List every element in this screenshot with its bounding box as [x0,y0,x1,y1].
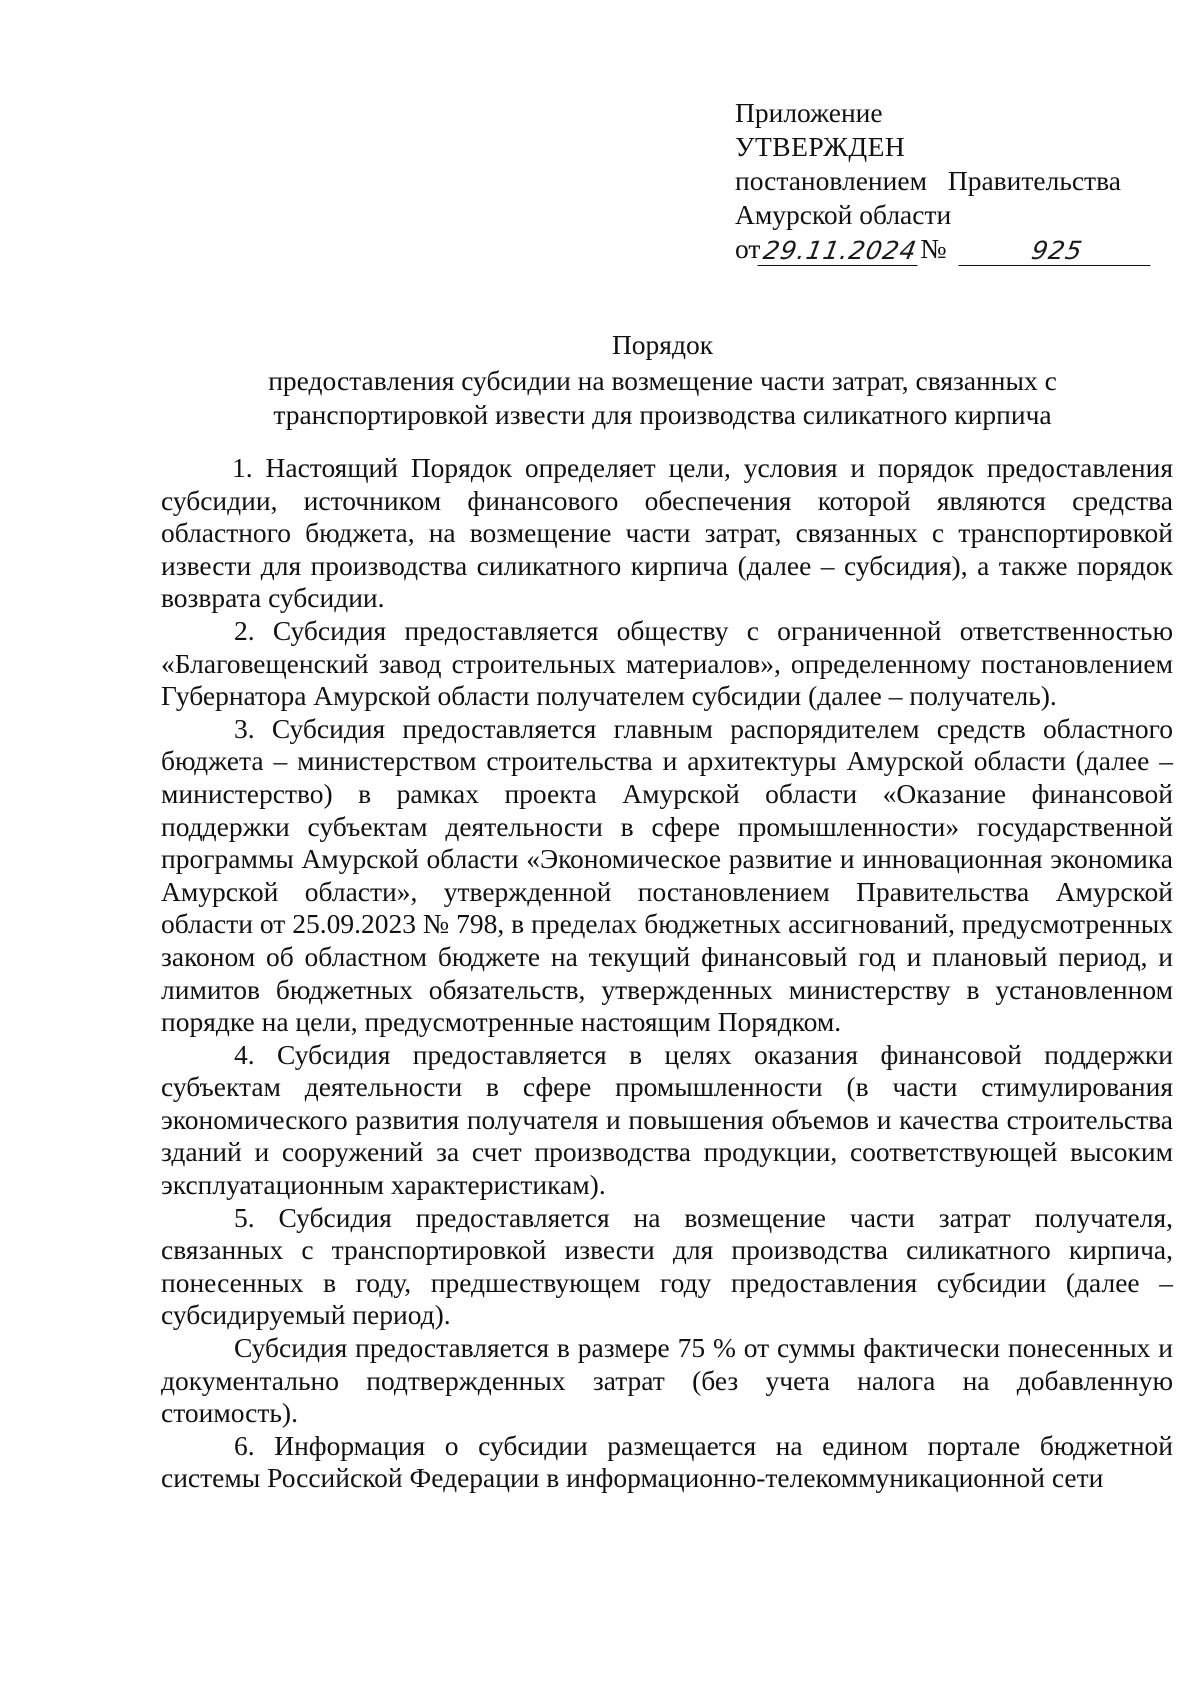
approval-region-label: Амурской области [735,199,952,230]
paragraph-3: 3. Субсидия предоставляется главным распорядителем средств областного бюджета – министерством строительства и архитектуры Амурской области (далее – министерство) в рамках проекта Амурской области «Оказание финансовой поддержки субъектам деятельности в сфере промышленности» государственной программы Амурской области «Экономическое развитие и инновационная экономика Амурской области», утвержденной постановлением Правительства Амурской области от 25.09.2023 № 798, в пределах бюджетных ассигнований, предусмотренных законом об областном бюджете на текущий финансовый год и плановый период, и лимитов бюджетных обязательств, утвержденных министерству в установленном порядке на цели, предусмотренные настоящим Порядком. [161,712,1173,1038]
document-title: Порядок [611,329,714,360]
number-sign: № [920,233,947,264]
approval-approved-label: УТВЕРЖДЕН [735,131,906,162]
document-title-block [130,328,1195,432]
document-body [161,452,1173,1495]
paragraph-5-continuation: Субсидия предоставляется в размере 75 % от суммы фактически понесенных и документально подтвержденных затрат (без учета налога на добавленную стоимость). [161,1332,1173,1429]
handwritten-number: 925 [958,237,1155,266]
paragraph-5: 5. Субсидия предоставляется на возмещение части затрат получателя, связанных с транспортировкой извести для производства силикатного кирпича, понесенных в году, предшествующем году предоставления субсидии (далее – субсидируемый период). [161,1201,1173,1331]
paragraph-6: 6. Информация о субсидии размещается на едином портале бюджетной системы Российской Федерации в информационно-телекоммуникационной сети [161,1429,1173,1494]
approval-resolution-label: постановлением Правительства [735,165,1121,196]
approval-stamp [735,96,1155,266]
paragraph-4: 4. Субсидия предоставляется в целях оказания финансовой поддержки субъектам деятельности в сфере промышленности (в части стимулирования экономического развития получателя и повышения объемов и качества строительства зданий и сооружений за счет производства продукции, соответствующей высоким эксплуатационным характеристикам). [161,1038,1173,1201]
document-subtitle-line-1: предоставления субсидии на возмещение части затрат, связанных с [268,365,1057,396]
paragraph-1: 1. Настоящий Порядок определяет цели, условия и порядок предоставления субсидии, источником финансового обеспечения которой являются средства областного бюджета, на возмещение части затрат, связанных с транспортировкой извести для производства силикатного кирпича (далее – субсидия), а также порядок возврата субсидии. [161,452,1173,614]
date-prefix: от [735,233,761,264]
approval-appendix-label: Приложение [735,97,883,128]
approval-date-number-row [735,232,1155,266]
handwritten-date: 29.11.2024 [758,237,923,266]
document-subtitle-line-2: транспортировкой извести для производства силикатного кирпича [273,399,1052,430]
paragraph-2: 2. Субсидия предоставляется обществу с ограниченной ответственностью «Благовещенский завод строительных материалов», определенному постановлением Губернатора Амурской области получателем субсидии (далее – получатель). [161,614,1173,712]
